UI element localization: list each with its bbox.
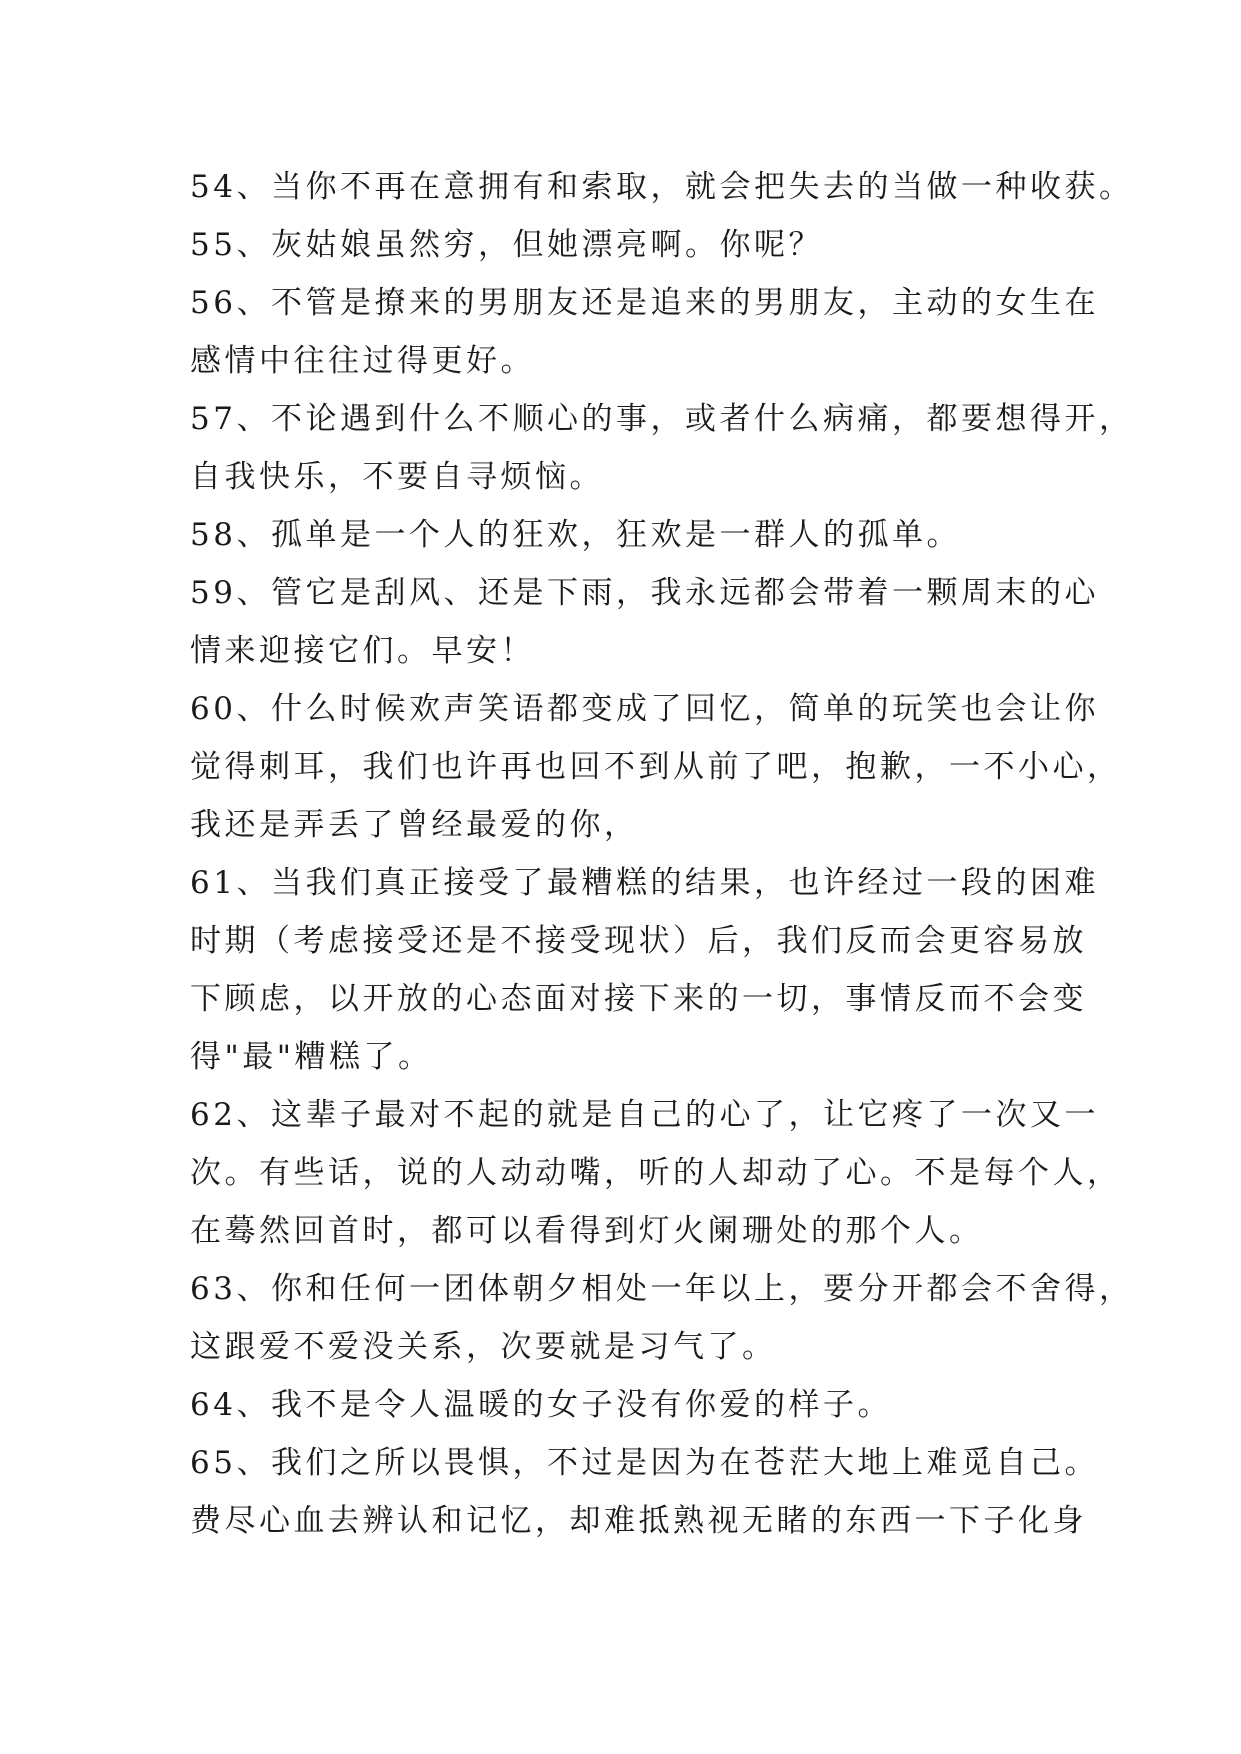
text-line: 63、你和任何一团体朝夕相处一年以上，要分开都会不舍得， [190, 1271, 1134, 1307]
text-line: 时期（考虑接受还是不接受现状）后，我们反而会更容易放 [190, 923, 1087, 959]
text-line: 56、不管是撩来的男朋友还是追来的男朋友，主动的女生在 [190, 285, 1099, 321]
text-line: 54、当你不再在意拥有和索取，就会把失去的当做一种收获。 [190, 169, 1134, 205]
text-line: 在蓦然回首时，都可以看得到灯火阑珊处的那个人。 [190, 1213, 984, 1249]
text-line: 60、什么时候欢声笑语都变成了回忆，简单的玩笑也会让你 [190, 691, 1099, 727]
text-line: 感情中往往过得更好。 [190, 343, 535, 379]
text-line: 下顾虑，以开放的心态面对接下来的一切，事情反而不会变 [190, 981, 1087, 1017]
text-line: 觉得刺耳，我们也许再也回不到从前了吧，抱歉，一不小心， [190, 749, 1122, 785]
text-line: 61、当我们真正接受了最糟糕的结果，也许经过一段的困难 [190, 865, 1099, 901]
text-line: 次。有些话，说的人动动嘴，听的人却动了心。不是每个人， [190, 1155, 1122, 1191]
text-line: 64、我不是令人温暖的女子没有你爱的样子。 [190, 1387, 892, 1423]
text-line: 55、灰姑娘虽然穷，但她漂亮啊。你呢？ [190, 227, 823, 263]
text-line: 这跟爱不爱没关系，次要就是习气了。 [190, 1329, 777, 1365]
text-line: 我还是弄丢了曾经最爱的你， [190, 807, 639, 843]
text-line: 得"最"糟糕了。 [190, 1039, 433, 1075]
text-line: 62、这辈子最对不起的就是自己的心了，让它疼了一次又一 [190, 1097, 1099, 1133]
text-line: 57、不论遇到什么不顺心的事，或者什么病痛，都要想得开， [190, 401, 1134, 437]
text-line: 59、管它是刮风、还是下雨，我永远都会带着一颗周末的心 [190, 575, 1099, 611]
text-line: 情来迎接它们。早安！ [190, 633, 535, 669]
text-column [190, 158, 1134, 1550]
text-line: 费尽心血去辨认和记忆，却难抵熟视无睹的东西一下子化身 [190, 1503, 1087, 1539]
text-line: 65、我们之所以畏惧，不过是因为在苍茫大地上难觅自己。 [190, 1445, 1099, 1481]
text-line: 58、孤单是一个人的狂欢，狂欢是一群人的孤单。 [190, 517, 961, 553]
text-line: 自我快乐，不要自寻烦恼。 [190, 459, 604, 495]
